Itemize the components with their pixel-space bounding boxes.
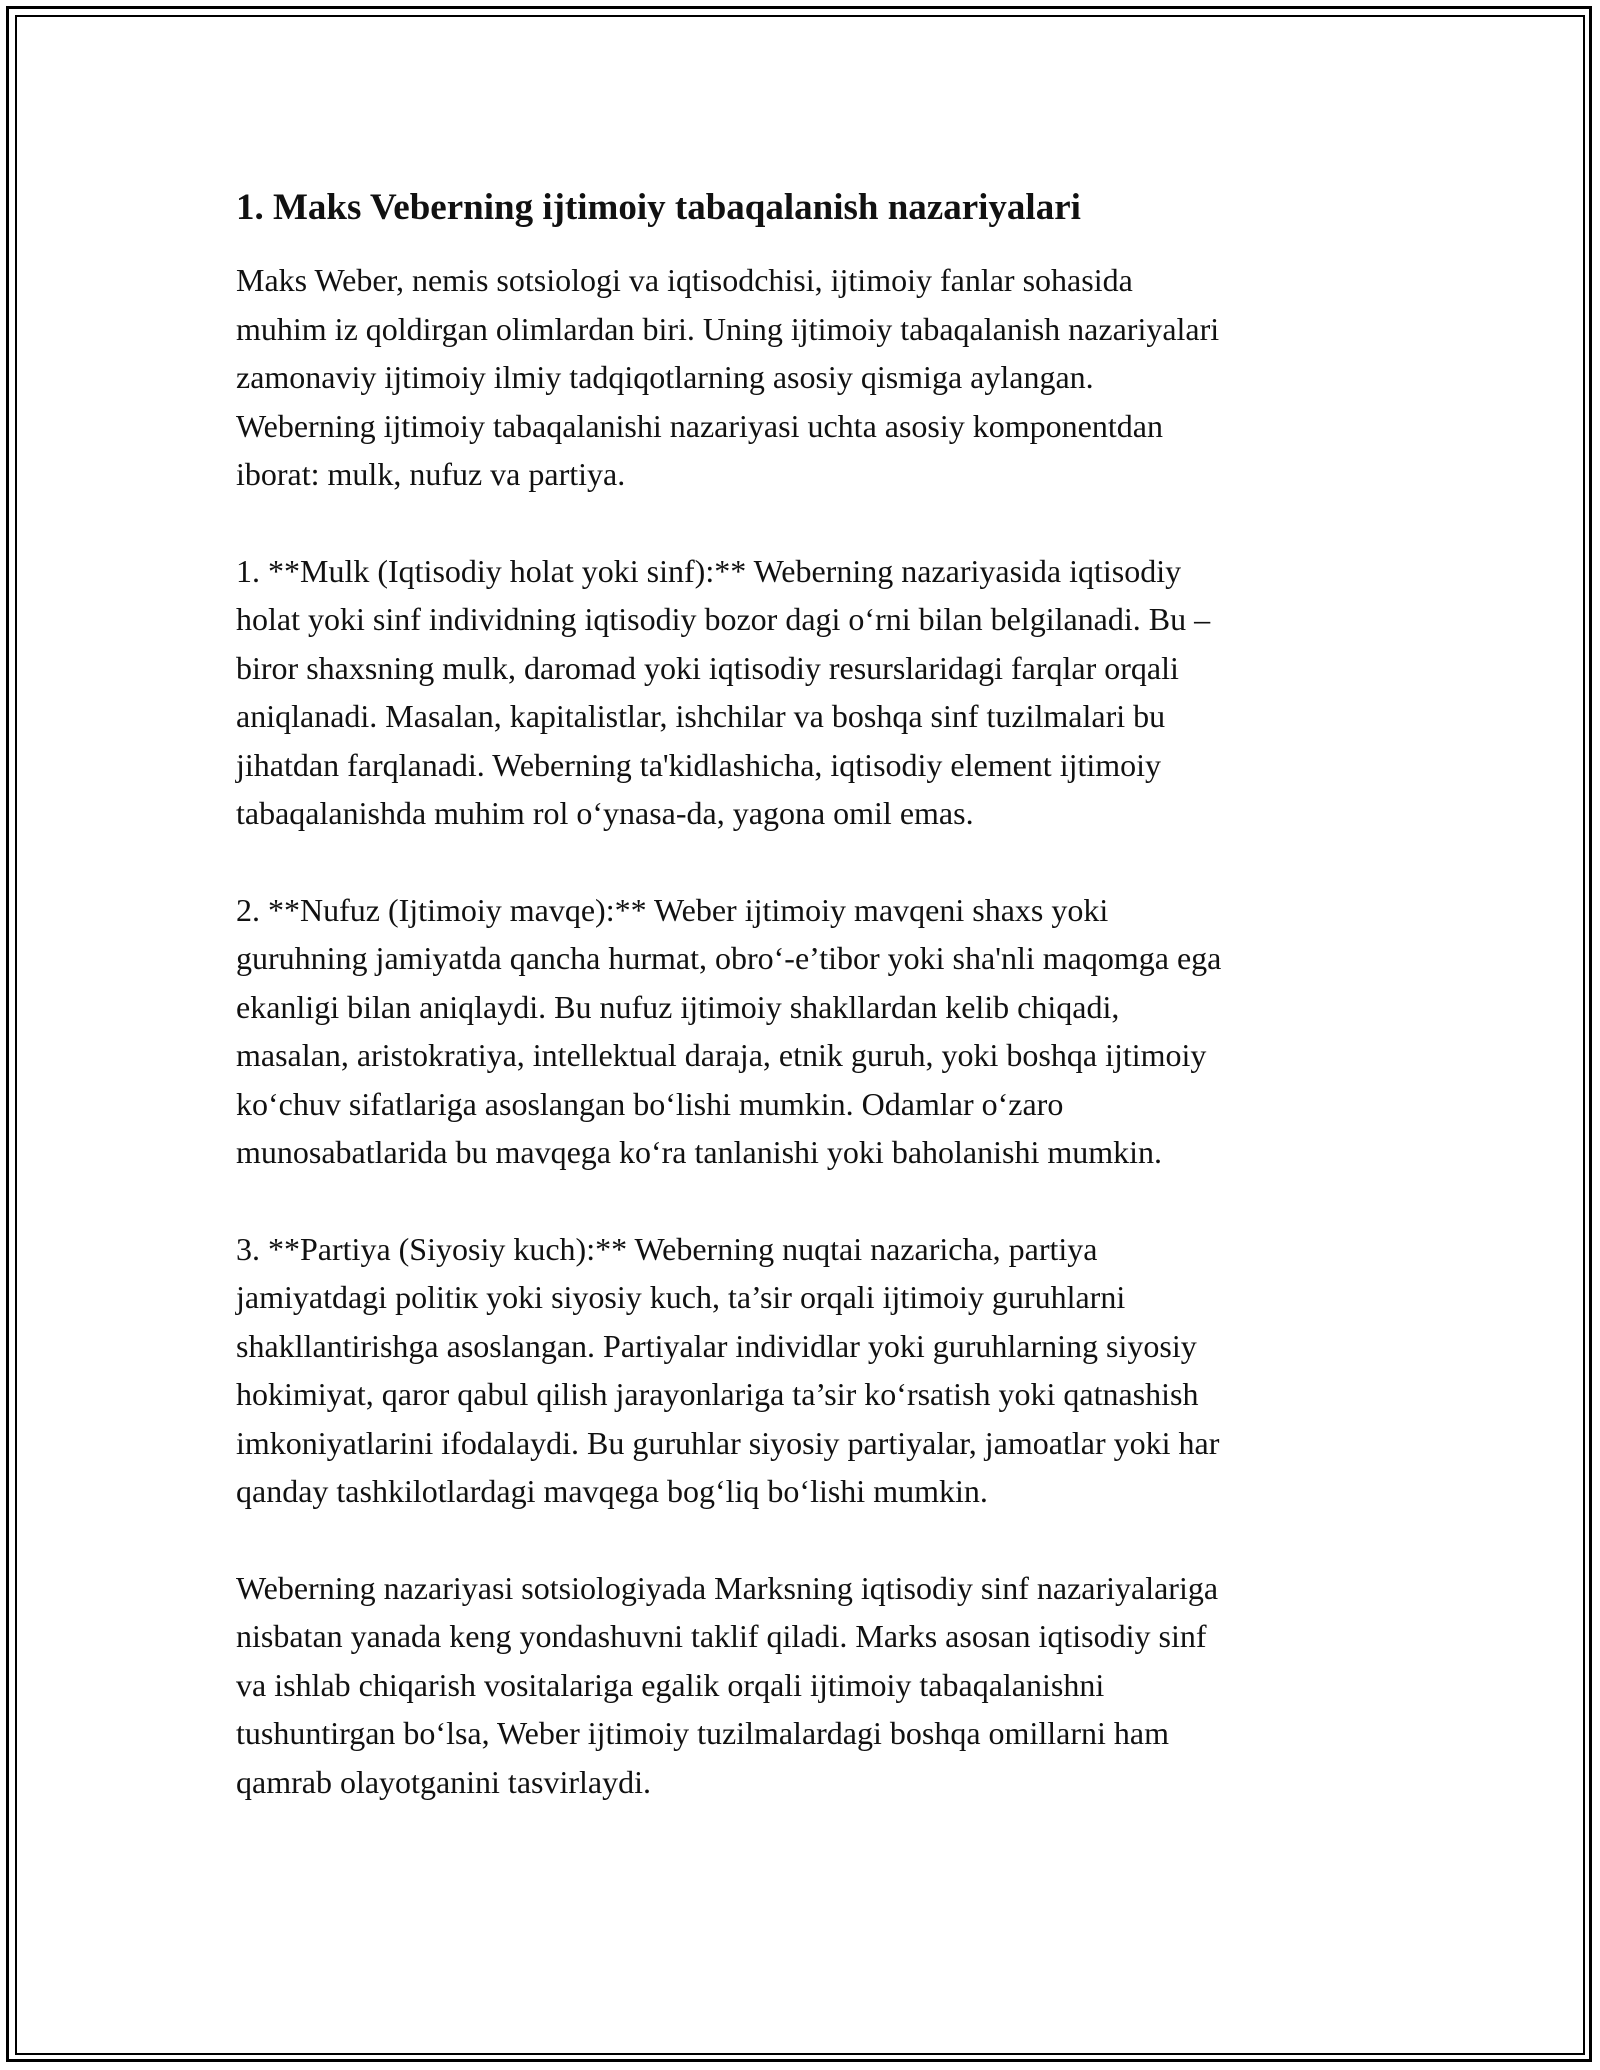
page-title: 1. Maks Veberning ijtimoiy tabaqalanish nazariyalari — [236, 187, 1081, 228]
document-body — [236, 184, 1376, 1854]
paragraph-partiya: 3. **Partiya (Siyosiy kuch):** Weberning nuqtai nazaricha, partiya jamiyatdagi politiк yoki siyosiy kuch, ta’sir orqali ijtimoiy guruhlarni shakllantirishga asoslangan. Partiyalar individlar yoki guruhlarning siyosiy hokimiyat, qaror qabul qilish jarayonlariga ta’sir koʻrsatish yoki qatnashish imkoniyatlarini ifodalaydi. Bu guruhlar siyosiy partiyalar, jamoatlar yoki har qanday tashkilotlardagi mavqega bogʻliq boʻlishi mumkin. — [236, 1230, 1220, 1509]
paragraph-intro: Maks Weber, nemis sotsiologi va iqtisodchisi, ijtimoiy fanlar sohasida muhim iz qoldirgan olimlardan biri. Uning ijtimoiy tabaqalanish nazariyalari zamonaviy ijtimoiy ilmiy tadqiqotlarning asosiy qismiga aylangan. Weberning ijtimoiy tabaqalanishi nazariyasi uchta asosiy komponentdan iborat: mulk, nufuz va partiya. — [236, 262, 1220, 492]
paragraph-conclusion: Weberning nazariyasi sotsiologiyada Marksning iqtisodiy sinf nazariyalariga nisbatan yanada keng yondashuvni taklif qiladi. Marks asosan iqtisodiy sinf va ishlab chiqarish vositalariga egalik orqali ijtimoiy tabaqalanishni tushuntirgan boʻlsa, Weber ijtimoiy tuzilmalardagi boshqa omillarni ham qamrab olayotganini tasvirlaydi. — [236, 1569, 1219, 1800]
paragraph-mulk: 1. **Mulk (Iqtisodiy holat yoki sinf):** Weberning nazariyasida iqtisodiy holat yoki sinf individning iqtisodiy bozor dagi oʻrni bilan belgilanadi. Bu – biror shaxsning mulk, daromad yoki iqtisodiy resurslaridagi farqlar orqali aniqlanadi. Masalan, kapitalistlar, ishchilar va boshqa sinf tuzilmalari bu jihatdan farqlanadi. Weberning ta'kidlashicha, iqtisodiy element ijtimoiy tabaqalanishda muhim rol oʻynasa-da, yagona omil emas. — [236, 552, 1211, 831]
paragraph-nufuz: 2. **Nufuz (Ijtimoiy mavqe):** Weber ijtimoiy mavqeni shaxs yoki guruhning jamiyatda qancha hurmat, obroʻ-e’tibor yoki sha'nli maqomga ega ekanligi bilan aniqlaydi. Bu nufuz ijtimoiy shakllardan kelib chiqadi, masalan, aristokratiya, intellektual daraja, etnik guruh, yoki boshqa ijtimoiy koʻchuv sifatlariga asoslangan boʻlishi mumkin. Odamlar oʻzaro munosabatlarida bu mavqega koʻra tanlanishi yoki baholanishi mumkin. — [236, 891, 1222, 1170]
